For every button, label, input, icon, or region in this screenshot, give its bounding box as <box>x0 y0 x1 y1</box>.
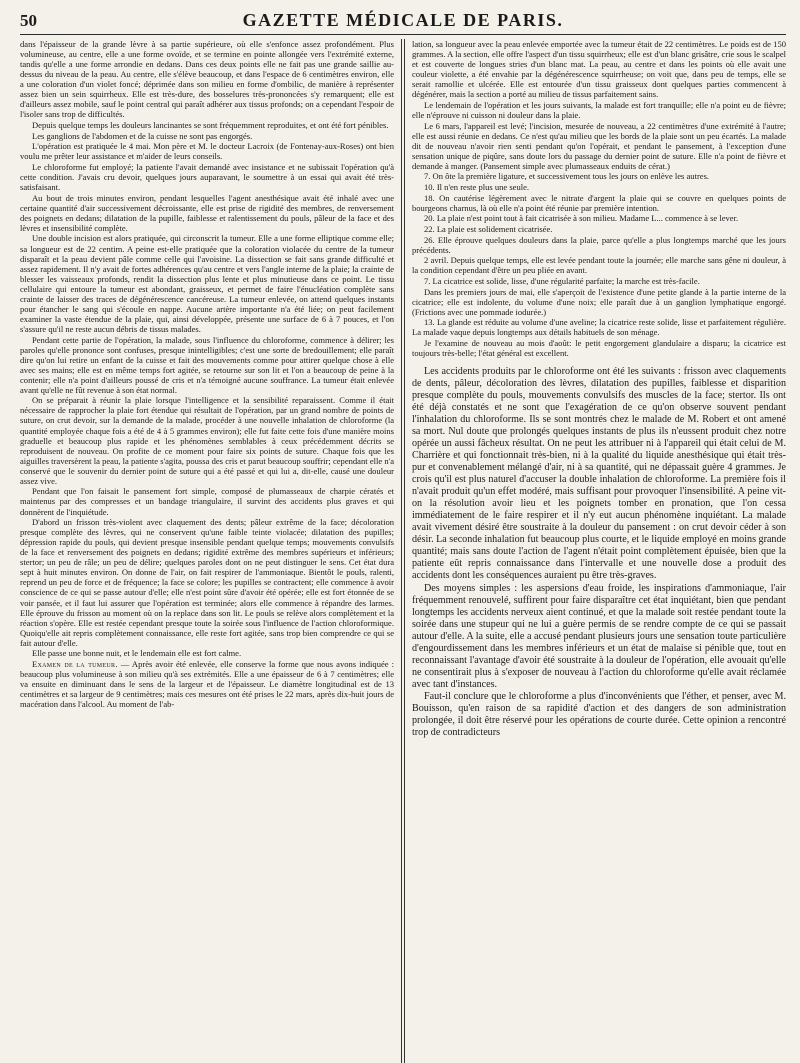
paragraph-text: L'opération est pratiquée le 4 mai. Mon père et M. le docteur Lacroix (de Fontenay-aux-Roses) ont bien voulu me prêter leur assistance et m'aider de leurs conseils. <box>20 141 394 162</box>
journal-title: GAZETTE MÉDICALE DE PARIS. <box>242 10 564 30</box>
paragraph <box>20 162 394 192</box>
page-header <box>20 10 786 35</box>
right-column <box>405 39 786 1063</box>
paragraph <box>412 317 786 337</box>
paragraph-text: 10. Il n'en reste plus une seule. <box>424 182 530 193</box>
paragraph-text: 2 avril. Depuis quelque temps, elle est levée pendant toute la journée; elle marche sans gêne ni douleur, à la condition cependant d'être un peu pliée en avant. <box>412 255 786 276</box>
paragraph <box>20 659 394 709</box>
paragraph <box>20 193 394 233</box>
paragraph <box>412 213 786 223</box>
paragraph-text: Dans les premiers jours de mai, elle s'aperçoit de l'existence d'une petite glande à la partie interne de la cicatrice; elle est indolente, du volume d'une noix; elle paraît due à un ganglion lymphatique engorgé. (Frictions avec une pommade iodurée.) <box>412 286 786 317</box>
page-number: 50 <box>20 11 37 30</box>
paragraph-text: 26. Elle éprouve quelques douleurs dans la plaie, parce qu'elle a plus longtemps marché que les jours précédents. <box>412 234 786 255</box>
paragraph <box>20 141 394 161</box>
paragraph-text: Depuis quelque temps les douleurs lancinantes se sont fréquemment reproduites, et ont été fort pénibles. <box>32 119 389 130</box>
paragraph-text: Les accidents produits par le chloroforme ont été les suivants : frisson avec claquements de dents, pâleur, décoloration des lèvres, dilatation des pupilles, faiblesse et disparition presque complète du pouls, mouvements convulsifs des muscles de la face; stertor. Ils ont été déjà constatés et ne sont que l'exagération de ce qu'on observe souvent pendant l'inhalation du chloroforme. Ils se sont montrés chez le malade de M. Robert et ont amené sa mort. Nul doute que prolongés quelques instants de plus ils n'eussent produit chez notre opérée un aussi fâcheux résultat. On ne peut les attribuer ni à l'appareil qui était celui de M. Charrière et qui fonctionnait très-bien, ni à la qualité du liquide anesthésique qui était très-pur et convenablement mélangé d'air, ni à sa quantité, qui ne dépassait guère 4 grammes. Je crois qu'il est plus naturel d'accuser la double inhalation de chloroforme. La première fois il n'avait produit qu'un effet modéré, mais suffisant pour provoquer l'insensibilité. A peine vit-on la résolution avoir lieu et les poignets tomber en pronation, que l'on cessa immédiatement de le faire respirer et il n'y eut aucun phénomène inquiétant. La malade avait vivement désiré être soustraite à la douleur du pansement : on crut devoir céder à son désir. La seconde inhalation fut beaucoup plus courte, et le liquide employé en moins grande quantité; mais sans doute l'action de l'agent n'était point complètement épuisée, bien que la patiente eût repris connaissance dans l'intervalle et une nouvelle dose a produit des accidents dont les conséquences auraient pu être très-graves. <box>412 366 786 582</box>
paragraph <box>412 366 786 582</box>
paragraph-text: 7. La cicatrice est solide, lisse, d'une régularité parfaite; la marche est très-facile. <box>424 276 700 287</box>
paragraph <box>412 287 786 317</box>
paragraph-text: On se préparait à réunir la plaie lorsque l'intelligence et la sensibilité reparaissent. Comme il était nécessaire de rapprocher la plaie fort étendue qui résultait de l'opération, par un grand nombre de points de suture, on crut devoir, sur la demande de la malade, procéder à une nouvelle inhalation de chloroforme (la quantité employée chaque fois a été de 4 à 5 grammes environ); elle fut faite cette fois d'une manière moins graduelle et beaucoup plus rapide et les phénomènes semblables à ceux précédemment décrits se reproduisent de nouveau. On profite de ce moment pour faire six points de suture. Chaque fois que les aiguilles traversèrent la peau, la patiente s'agita, poussa des cris et parut beaucoup souffrir; cependant elle n'a conservé que le souvenir du dernier point de suture qui a été passé et qui lui a, dit-elle, causé une douleur assez vive. <box>20 395 394 486</box>
paragraph <box>20 120 394 130</box>
paragraph-text: Le lendemain de l'opération et les jours suivants, la malade est fort tranquille; elle n'a point eu de fièvre; elle n'éprouve ni cuisson ni douleur dans la plaie. <box>412 99 786 120</box>
paragraph-text: dans l'épaisseur de la grande lèvre à sa partie supérieure, où elle s'enfonce assez profondément. Plus volumineuse, au centre, elle a une forme ovoïde, et se termine en pointe allongée vers l'extrémité externe, tandis qu'elle a une forme arrondie en dedans. Dans ces deux points elle ne fait pas une grande saillie au-dessus du niveau de la peau. Au centre, elle s'élève beaucoup, et dans l'espace de 6 centimètres environ, elle a une coloration d'un violet foncé; déprimée dans son milieu en forme d'ombilic, de manière à représenter assez bien un sein squirrheux. Elle est très-dure, des bosselures très-prononcées s'y remarquent; elle est d'ailleurs assez mobile, sauf le point central qui paraît adhérer aux tissus profonds; on a cependant l'espoir de l'isoler sans trop de difficultés. <box>20 39 394 120</box>
paragraph <box>412 338 786 358</box>
paragraph-text: Pendant que l'on faisait le pansement fort simple, composé de plumasseaux de charpie cératés et maintenus par des compresses et un bandage triangulaire, il survint des accidents plus graves et qui donnèrent de l'inquiétude. <box>20 486 394 517</box>
paragraph-text: Le chloroforme fut employé; la patiente l'avait demandé avec insistance et ne subissait l'opération qu'à cette condition. J'avais cru devoir, quelques jours auparavant, le soumettre à un essai qui avait été très-satisfaisant. <box>20 161 394 193</box>
paragraph-text: Le 6 mars, l'appareil est levé; l'incision, mesurée de nouveau, a 22 centimètres d'une extrémité à l'autre; elle est aussi réunie en dedans. Ce n'est qu'au milieu que les bords de la plaie sont un peu écartés. La malade dit de nouveau n'avoir rien senti pendant qu'on l'opérait, et pendant le pansement, à l'exception d'une sensation unique de piqûre, sans doute lors du passage du dernier point de suture. Elle n'a point de fièvre et demande à manger. (Pansement simple avec plumasseaux enduits de cérat.) <box>412 120 786 171</box>
paragraph-text: 13. La glande est réduite au volume d'une aveline; la cicatrice reste solide, lisse et parfaitement régulière. La malade vaque depuis longtemps aux détails habituels de son ménage. <box>412 317 786 338</box>
paragraph <box>412 121 786 171</box>
paragraph-text: 20. La plaie n'est point tout à fait cicatrisée à son milieu. Madame L... commence à se lever. <box>424 213 739 224</box>
paragraph-text: Les ganglions de l'abdomen et de la cuisse ne sont pas engorgés. <box>32 130 253 141</box>
paragraph-text: Faut-il conclure que le chloroforme a plus d'inconvénients que l'éther, et penser, avec M. Bouisson, qu'en raison de sa rapidité d'action et des dangers de son administration prolongée, il doit être réservé pour les opérations de courte durée. Cette opinion a rencontré trop de contradicteurs <box>412 691 786 739</box>
paragraph <box>20 39 394 119</box>
paragraph <box>412 182 786 192</box>
paragraph-text: 7. On ôte la première ligature, et successivement tous les jours on enlève les autres. <box>424 171 710 182</box>
paragraph <box>20 648 394 658</box>
paragraph <box>412 39 786 99</box>
paragraph <box>412 224 786 234</box>
paragraph <box>20 131 394 141</box>
paragraph-text: Des moyens simples : les aspersions d'eau froide, les inspirations d'ammoniaque, l'air fréquemment renouvelé, suffirent pour faire disparaître cet état inquiétant, bien que pendant longtemps les accidents nerveux aient continué, et que la malade soit restée pendant toute la soirée dans une stupeur qui ne lui a guère permis de se rendre compte de ce qui se passait autour d'elle. A la suite, elle a accusé pendant plusieurs jours une sensation toute particulière d'engourdissement dans les membres inférieurs et un état de malaise si pénible que, tout en reconnaissant l'avantage d'avoir été soustraite à la douleur de l'opération, elle avouait qu'elle ne consentirait plus à s'exposer de nouveau à l'action du chloroforme qu'elle avait réclamée avec tant d'instances. <box>412 582 786 690</box>
paragraph-text: 18. On cautérise légèrement avec le nitrate d'argent la plaie qui se couvre en quelques points de bourgeons charnus, là où elle n'a point été réunie par première intention. <box>412 192 786 213</box>
paragraph-text: lation, sa longueur avec la peau enlevée emportée avec la tumeur était de 22 centimètres. Le poids est de 150 grammes. A la section, elle offre l'aspect d'un tissu squirrheux; elle est d'un blanc grisâtre, crie sous le scalpel et est couverte de longues stries d'un blanc mat. La peau, au centre et dans les points où elle avait une couleur violette, a été envahie par la dégénérescence squirrheuse; on voit que, dans peu de temps, elle se serait ramollie et ulcérée. Elle est entourée d'un tissu graisseux dont quelques parties commencent à dégénérer, mais la section a porté au milieu de tissus parfaitement sains. <box>412 39 786 100</box>
paragraph <box>412 691 786 739</box>
paragraph-text: Elle passe une bonne nuit, et le lendemain elle est fort calme. <box>32 648 242 659</box>
paragraph <box>20 486 394 516</box>
paragraph <box>20 233 394 333</box>
paragraph-text: — Après avoir été enlevée, elle conserve la forme que nous avons indiquée : beaucoup plus volumineuse à son milieu qu'à ses extrémités. Elle a une épaisseur de 6 à 7 centimètres; elle va ensuite en diminuant dans le sens de la largeur et de l'épaisseur. Le diamètre longitudinal est de 13 centimètres et sa largeur de 9 centimètres; mais ces mesures ont été prises le 22 mars, après dix-huit jours de macération dans l'alcool. Au moment de l'ab- <box>20 658 394 710</box>
paragraph-text: Une double incision est alors pratiquée, qui circonscrit la tumeur. Elle a une forme elliptique comme elle; sa longueur est de 22 centim. A peine est-elle pratiquée que la coloration violacée du centre de la tumeur disparaît et la peau devient pâle comme celle qui l'avoisine. La dissection se fait sans grande difficulté et assez rapidement. Il n'y avait de fortes adhérences qu'au centre et vers l'angle interne de la plaie; la crainte de blesser les vaisseaux profonds, rendit la dissection plus lente et plus minutieuse dans ce point. Le tissu cellulaire qui entoure la tumeur est abondant, graisseux, et permet de faire l'énucléation complète sans crainte de laisser des traces de dégénérescence cancéreuse. La tumeur enlevée, on attend quelques instants pour étancher le sang qui s'écoule en nappe. Aucune artère importante n'a été liée; on peut facilement examiner la vaste étendue de la plaie, qui, ainsi développée, présente une surface de 6 à 7 pouces, et l'on s'assure qu'il ne reste aucun débris de tissus malades. <box>20 233 394 334</box>
paragraph-text: Pendant cette partie de l'opération, la malade, sous l'influence du chloroforme, commence à délirer; les paroles qu'elle prononce sont confuses, presque inintelligibles; c'est une sorte de bredouillement; elle paraît dire qu'on lui retire un enfant de la cuisse et fait des mouvements comme pour attirer quelque chose à elle avec ses mains; elle est en même temps fort agitée, se retourne sur son lit et l'on a beaucoup de peine à la contenir; elle n'a point d'ailleurs poussé de cris et n'a témoigné aucune souffrance. La tumeur était enlevée avant qu'elle ne fût revenue à son état normal. <box>20 334 394 395</box>
paragraph-text: Au bout de trois minutes environ, pendant lesquelles l'agent anesthésique avait été inhalé avec une certaine quantité d'air successivement décroissante, elle est prise de rigidité des membres, de renversement des poignets en dedans; dilatation de la pupille, faiblesse et ralentissement du pouls, pâleur de la face et des lèvres et insensibilité complète. <box>20 192 394 233</box>
paragraph <box>412 255 786 275</box>
section-heading: Examen de la tumeur. <box>32 658 118 669</box>
paragraph <box>412 193 786 213</box>
paragraph <box>412 583 786 691</box>
paragraph <box>412 276 786 286</box>
paragraph <box>20 335 394 395</box>
two-column-body <box>20 39 786 1063</box>
paragraph-text: 22. La plaie est solidement cicatrisée. <box>424 224 553 234</box>
paragraph <box>412 100 786 120</box>
paragraph <box>412 235 786 255</box>
paragraph <box>20 517 394 648</box>
paragraph <box>412 171 786 181</box>
paragraph-text: D'abord un frisson très-violent avec claquement des dents; pâleur extrême de la face; décoloration presque complète des lèvres, qui ne conservent qu'une faible teinte violacée; dilatation des pupilles; dépression rapide du pouls, qui devient presque insensible pendant quelque temps; mouvements convulsifs de la face et renversement des poignets en dedans; rigidité extrême des membres supérieurs et inférieurs; stertor; un peu de râle; un peu de délire; quelques paroles dont on ne peut distinguer le sens. Cet état dura sept à huit minutes environ. On donne de l'air, on fait respirer de l'ammoniaque. Bientôt le pouls, ralenti, reprend un peu de force et de fréquence; la face se colore; les pupilles se contractent; elle commence à avoir conscience de ce qui se passe autour d'elle; elle n'est point sûre d'avoir été opérée; elle est fort étonnée de se voir pansée, et il faut lui assurer que l'opération est terminée; alors elle commence à répandre des larmes. Elle éprouve du frisson au moment où on la replace dans son lit. Le pouls se relève alors complètement et la réaction s'opère. Elle est restée cependant presque toute la soirée sous l'influence de l'action chloroformique. Quoiqu'elle ait repris complètement connaissance, elle reste fort agitée, sans trop bien comprendre ce qui se fait autour d'elle. <box>20 517 394 648</box>
paragraph <box>20 395 394 485</box>
left-column <box>20 39 401 1063</box>
paragraph-text: Je l'examine de nouveau au mois d'août: le petit engorgement glandulaire a disparu; la cicatrice est toujours très-belle; l'état général est excellent. <box>412 338 786 359</box>
